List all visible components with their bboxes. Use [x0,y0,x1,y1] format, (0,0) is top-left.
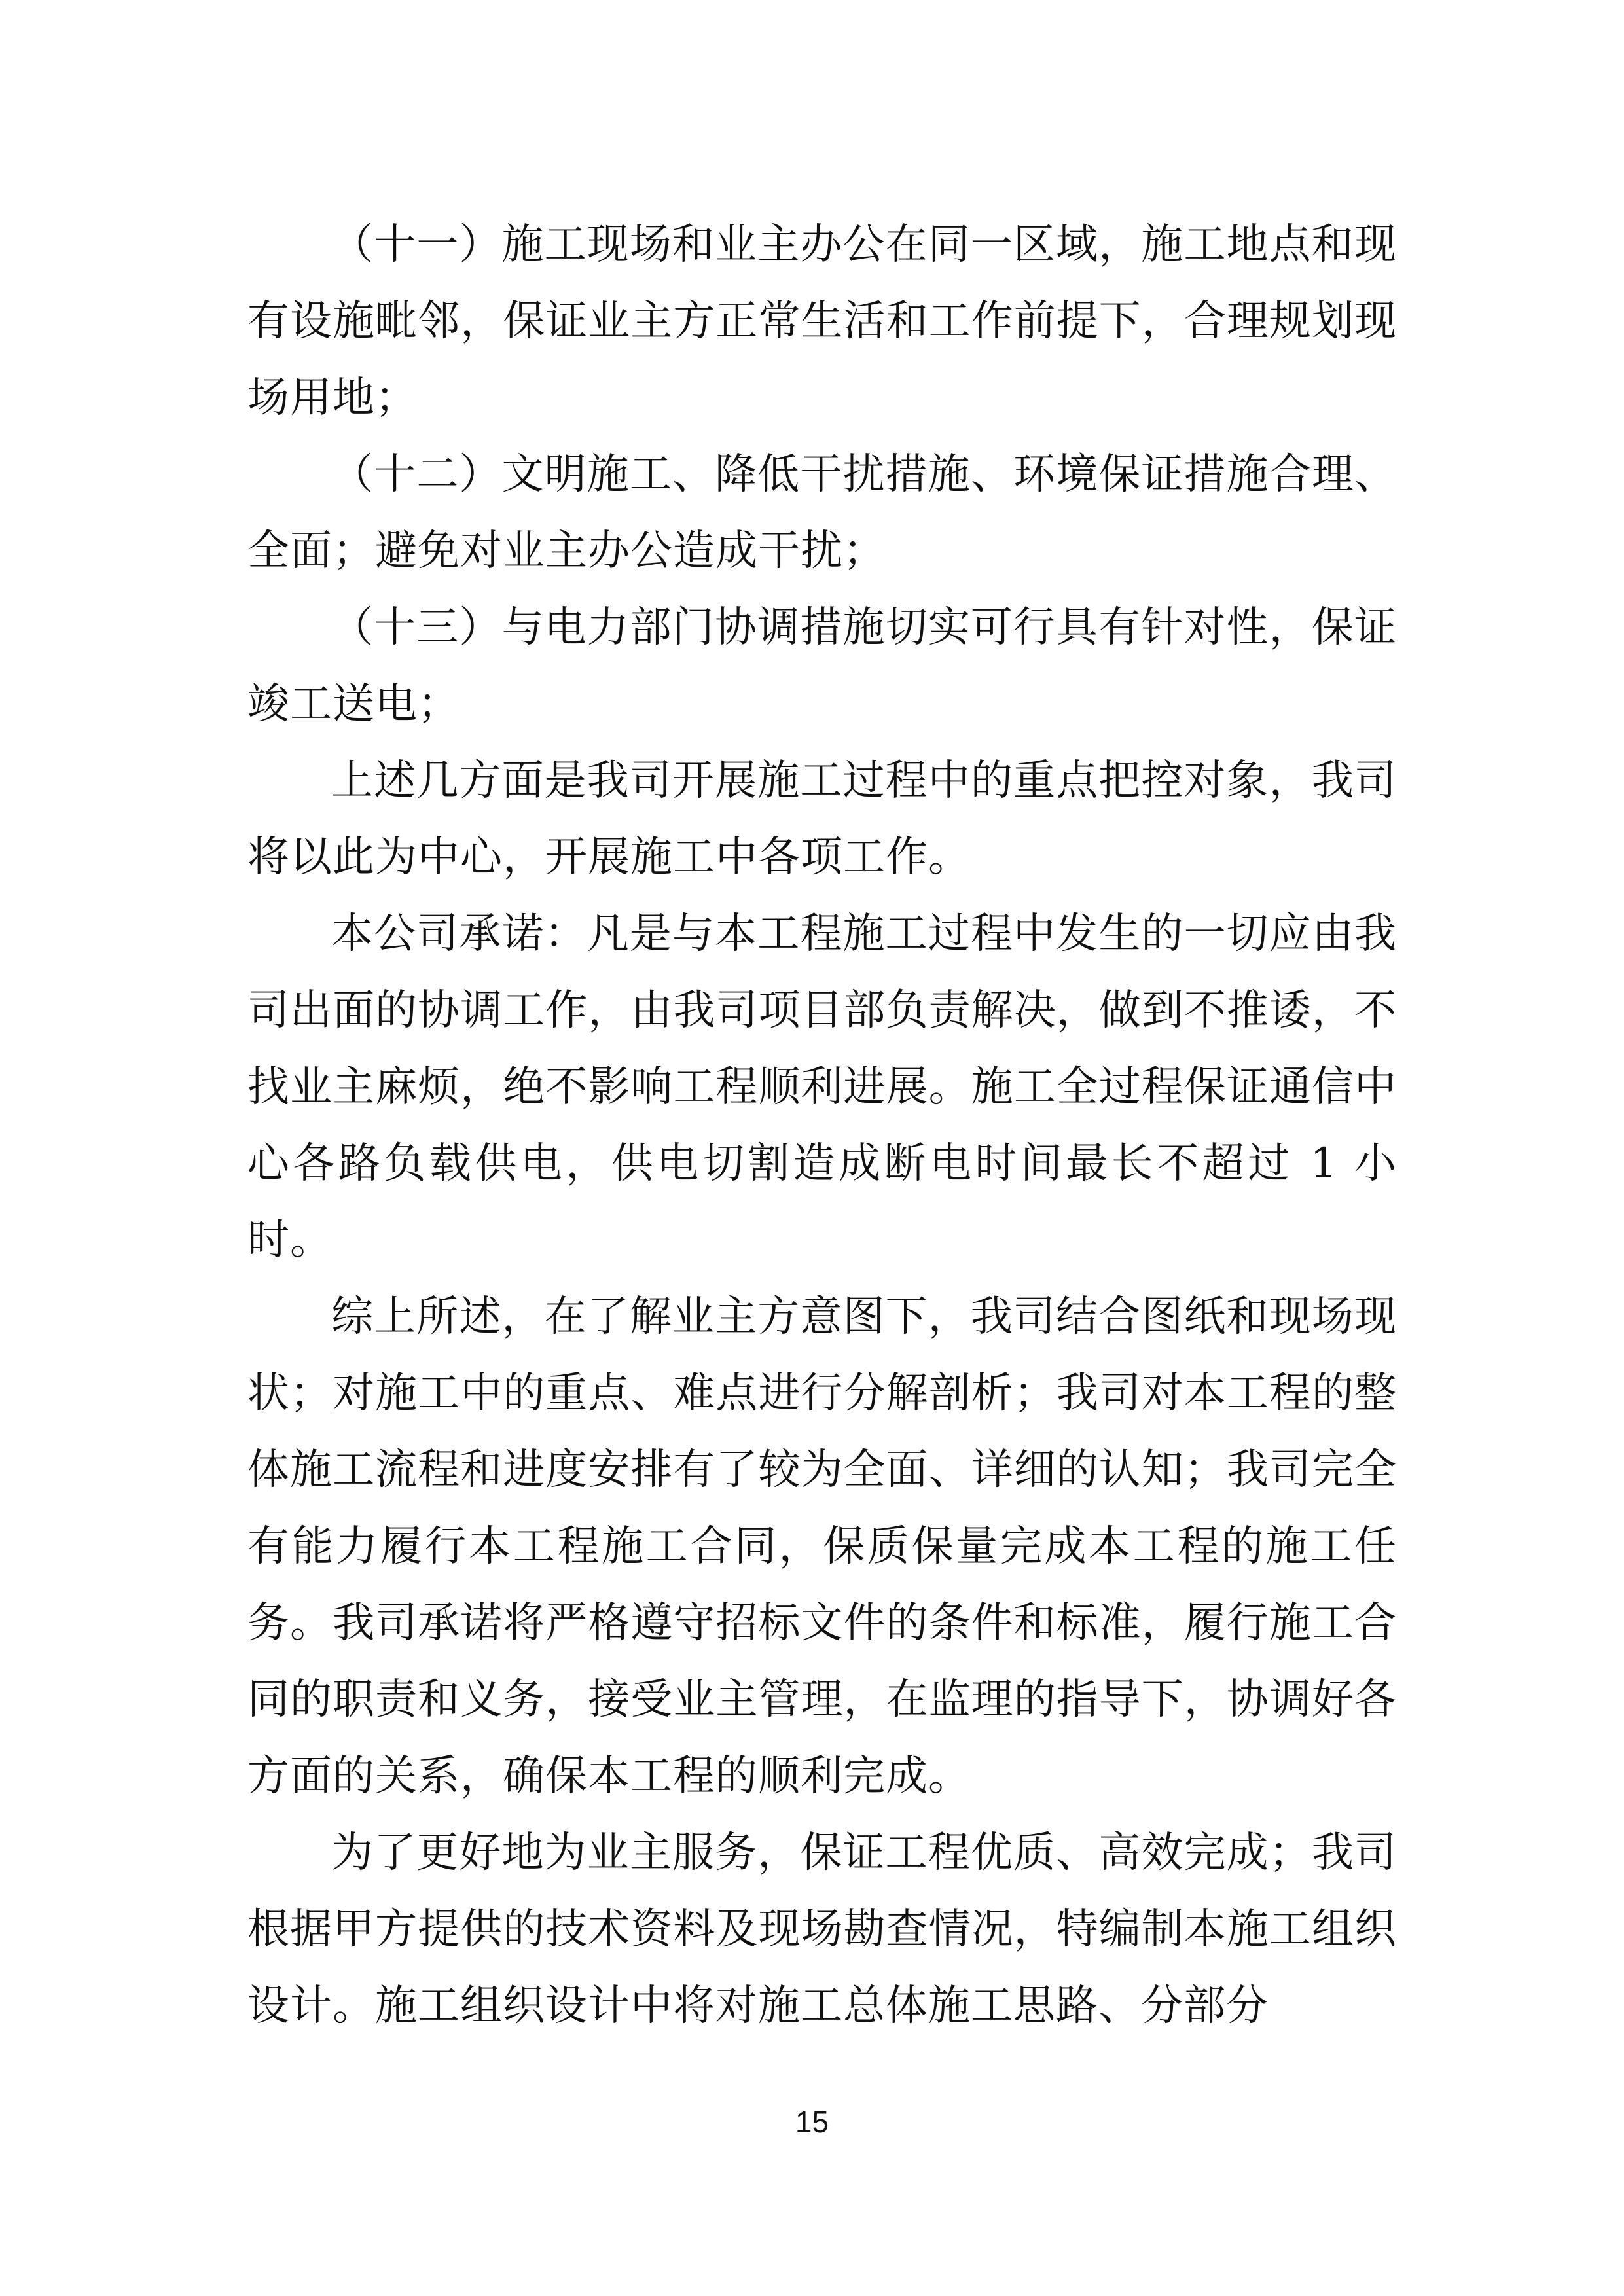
paragraph-item-12: （十二）文明施工、降低干扰措施、环境保证措施合理、全面；避免对业主办公造成干扰； [247,450,1397,575]
page-number: 15 [795,2105,829,2139]
paragraph-item-11: （十一）施工现场和业主办公在同一区域，施工地点和现有设施毗邻，保证业主方正常生活和工作前提下，合理规划现场用地； [247,221,1397,422]
paragraph-focus-summary: 上述几方面是我司开展施工过程中的重点把控对象，我司将以此为中心，开展施工中各项工作。 [247,757,1397,882]
paragraph-purpose: 为了更好地为业主服务，保证工程优质、高效完成；我司根据甲方提供的技术资料及现场勘查情况，特编制本施工组织设计。施工组织设计中将对施工总体施工思路、分部分 [247,1829,1397,2030]
paragraph-item-13: （十三）与电力部门协调措施切实可行具有针对性，保证竣工送电； [247,603,1397,728]
document-body [247,207,1397,2045]
paragraph-company-commitment: 本公司承诺：凡是与本工程施工过程中发生的一切应由我司出面的协调工作，由我司项目部负责解决，做到不推诿，不找业主麻烦，绝不影响工程顺利进展。施工全过程保证通信中心各路负载供电，供电切割造成断电时间最长不超过 1 小时。 [247,910,1397,1265]
paragraph-conclusion: 综上所述，在了解业主方意图下，我司结合图纸和现场现状；对施工中的重点、难点进行分解剖析；我司对本工程的整体施工流程和进度安排有了较为全面、详细的认知；我司完全有能力履行本工程施工合同，保质保量完成本工程的施工任务。我司承诺将严格遵守招标文件的条件和标准，履行施工合同的职责和义务，接受业主管理，在监理的指导下，协调好各方面的关系，确保本工程的顺利完成。 [247,1293,1397,1801]
